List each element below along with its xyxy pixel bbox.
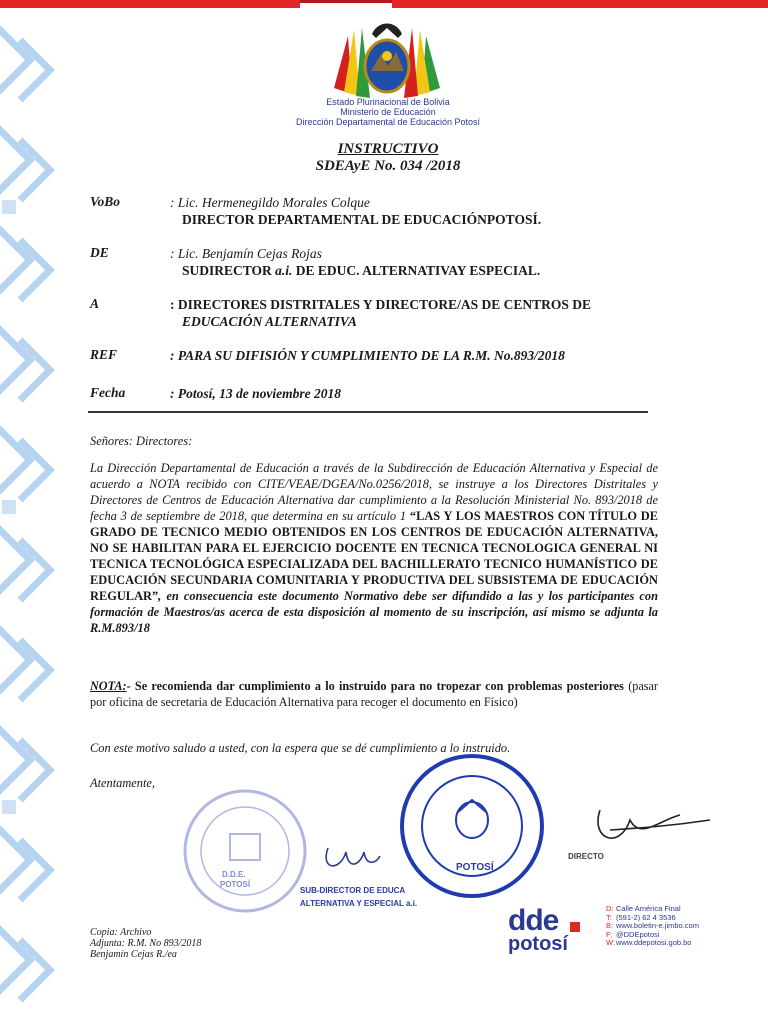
main-paragraph bbox=[90, 460, 658, 636]
contact-w-key: W: bbox=[606, 938, 616, 948]
header-line-2: Ministerio de Educación bbox=[340, 107, 436, 117]
left-seal-center: D.D.E. bbox=[222, 870, 246, 879]
contact-phone: (591-2) 62 4 3536 bbox=[616, 912, 676, 922]
main-paragraph-end: , en consecuencia este documento Normativo debe ser difundido a las y los participantes con formación de Maestros/as acerca de esta disposición al momento de su inscripción, así mismo se adjunta la R.M.893/18 bbox=[90, 589, 658, 635]
right-seal-city: POTOSÍ bbox=[456, 862, 494, 873]
de-role bbox=[170, 262, 730, 279]
copy-notes bbox=[90, 927, 201, 960]
ref-value: : PARA SU DIFISIÓN Y CUMPLIMIENTO DE LA R.M. No.893/2018 bbox=[170, 348, 565, 363]
logo-accent-icon bbox=[570, 922, 580, 932]
subdirector-stamp-line-2: ALTERNATIVA Y ESPECIAL a.i. bbox=[300, 899, 418, 908]
bolivia-coat-of-arms-icon bbox=[326, 16, 448, 100]
contact-website: www.ddepotosi.gob.bo bbox=[616, 938, 692, 948]
vobo-name: : Lic. Hermenegildo Morales Colque bbox=[170, 195, 370, 210]
de-role-a: SUDIRECTOR bbox=[182, 263, 272, 278]
de-role-c: DE EDUC. ALTERNATIVAY ESPECIAL. bbox=[295, 263, 541, 278]
header-divider bbox=[88, 411, 648, 413]
contact-d-key: D: bbox=[606, 904, 614, 913]
a-line-2: EDUCACIÓN ALTERNATIVA bbox=[182, 314, 357, 329]
left-official-seal-icon bbox=[180, 786, 310, 916]
document-title bbox=[200, 141, 576, 175]
institution-header bbox=[200, 97, 576, 127]
header-line-1: Estado Plurinacional de Bolivia bbox=[326, 97, 450, 107]
contact-info bbox=[606, 905, 699, 948]
top-red-bar-middle bbox=[300, 0, 392, 3]
dde-potosi-logo bbox=[508, 904, 602, 962]
nota-paragraph bbox=[90, 678, 658, 710]
signoff: Atentamente, bbox=[90, 776, 156, 790]
vobo-role: DIRECTOR DEPARTAMENTAL DE EDUCACIÓNPOTOSÍ. bbox=[182, 212, 542, 227]
logo-dde: dde bbox=[508, 904, 559, 937]
de-label: DE bbox=[90, 245, 109, 260]
fecha-value: : Potosí, 13 de noviembre 2018 bbox=[170, 386, 341, 401]
nota-bold: - Se recomienda dar cumplimiento a lo instruido para no tropezar con problemas posteriores bbox=[126, 679, 624, 693]
closing-line: Con este motivo saludo a usted, con la espera que se dé cumplimiento a lo instruido. bbox=[90, 741, 511, 755]
a-label: A bbox=[90, 296, 100, 311]
vobo-label: VoBo bbox=[90, 194, 121, 209]
main-paragraph-resolution: “LAS Y LOS MAESTROS CON TÍTULO DE GRADO DE TECNICO MEDIO OBTENIDOS EN LOS CENTROS DE EDUCACIÓN ALTERNATIVA, NO SE HABILITAN PARA EL EJERCICIO DOCENTE EN TECNICA TECNOLOGICA GENERAL NI TECNICA TECNOLÓGICA ESPECIALIZADA DEL BACHILLERATO TECNICO HUMANÍSTICO DE EDUCACIÓN SECUNDARIA COMUNITARIA Y PRODUCTIVA DEL SUBSISTEMA DE EDUCACIÓN REGULAR” bbox=[90, 509, 658, 603]
header-line-3: Dirección Departamental de Educación Potosí bbox=[295, 117, 481, 127]
subdirector-stamp-line-1: SUB-DIRECTOR DE EDUCA bbox=[300, 886, 406, 895]
nota-rest: (pasar por oficina de secretaria de Educación Alternativa para recoger el documento en Físico) bbox=[90, 679, 658, 709]
contact-t-key: T: bbox=[606, 912, 612, 922]
director-stamp-text: DIRECTO bbox=[568, 852, 604, 861]
main-paragraph-intro: La Dirección Departamental de Educación a través de la Subdirección de Educación Alternativa y Especial de acuerdo a NOTA recibido con CITE/VEAE/DGEA/No.0256/2018, se instruye a los Directores Distritales y Directores de Centros de Educación Alternativa dar cumplimiento a la Resolución Ministerial No. 893/2018 de fecha 3 de septiembre de 2018, que determina en su artículo 1 bbox=[90, 461, 658, 523]
logo-potosi: potosí bbox=[508, 933, 568, 955]
de-role-b: a.i. bbox=[275, 263, 293, 278]
contact-blog: www.boletin-e.jimbo.com bbox=[616, 921, 699, 931]
de-name: : Lic. Benjamín Cejas Rojas bbox=[170, 246, 322, 261]
copy-line-2: Adjunta: R.M. No 893/2018 bbox=[90, 938, 202, 949]
left-seal-city: POTOSÍ bbox=[220, 880, 251, 889]
side-decorative-pattern bbox=[0, 0, 64, 1024]
copy-line-1: Copia: Archivo bbox=[90, 927, 152, 938]
top-red-bar-right bbox=[392, 0, 768, 8]
contact-facebook: @DDEpotosi bbox=[616, 929, 660, 939]
title-line-1: INSTRUCTIVO bbox=[337, 141, 439, 157]
nota-label: NOTA: bbox=[90, 679, 127, 693]
ref-label: REF bbox=[90, 347, 118, 362]
fecha-label: Fecha bbox=[90, 385, 126, 400]
title-line-2: SDEAyE No. 034 /2018 bbox=[315, 158, 461, 174]
copy-line-3: Benjamín Cejas R./ea bbox=[90, 949, 177, 960]
contact-b-key: B: bbox=[606, 921, 614, 931]
contact-f-key: F: bbox=[606, 929, 613, 939]
salutation: Señores: Directores: bbox=[90, 434, 193, 448]
a-line-1: : DIRECTORES DISTRITALES Y DIRECTORE/AS DE CENTROS DE bbox=[170, 297, 591, 312]
contact-address: Calle América Final bbox=[616, 904, 681, 913]
